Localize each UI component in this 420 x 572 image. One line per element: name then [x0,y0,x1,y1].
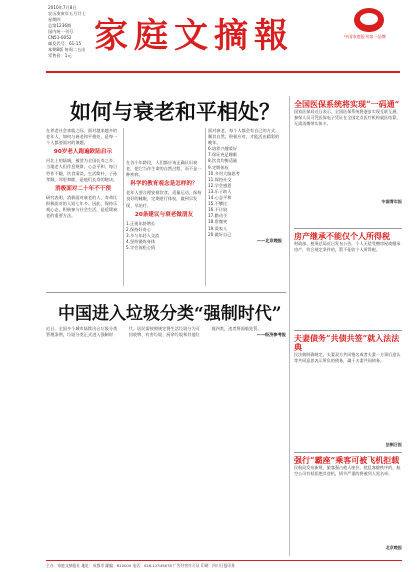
lead-column-3 [208,128,282,288]
lead-paragraph: 面对衰老，每个人都会有自己的方式。顺其自然，积极应对，才能活出精彩的晚年。 [208,128,280,146]
list-item: 7.保证充足睡眠 [208,152,238,158]
sidebar-headline: 房产继承不能仅个人所得税 [294,231,390,241]
list-item: 1.正视年龄增长 [126,220,156,226]
section-divider [294,452,402,453]
lead-paragraph: 研究表明，消极面对衰老的人，寿命比积极面对的人短七年多。因此，保持乐观心态，积极参与社会生活，是延缓衰老的重要方法。 [46,194,118,219]
lead-intro: 在养老社会来临之际，面对越来越多的老年人，如何与衰老和平相处，是每一个人都要面对的课题。 [46,128,118,146]
lead-subhead: 消极面对二十年不干预 [55,185,111,192]
list-item: 12.学会感恩 [208,182,232,188]
article-source: 中国青年报 [381,199,402,204]
sidebar-headline: 全国医保系统将实现“一码通” [294,99,400,109]
sidebar-body: 财政部、税务总局近日发布公告，个人无偿受赠房屋或继承房产，符合规定条件的，暂不征收个人所得税。 [294,241,401,252]
article-paragraph: 近日，全国多个城市陆续出台垃圾分类管理条例，垃圾分类正式进入强制时代。居民需按照规定将生活垃圾分为可回收物、有害垃圾、厨余垃圾和其他垃圾四类，违者将面临处罚。 [46,326,262,338]
list-item: 14.心态平和 [208,195,232,201]
meta-line: 农历庚寅年五月廿七 [48,11,86,16]
meta-line: 邮发代号：61-15 [48,41,82,46]
sidebar-body: 民法典明确规定，夫妻双方共同签名或者夫妻一方事后追认等共同意思表示所负的债务，属于夫妻共同债务。 [294,352,401,363]
section-divider [46,292,286,293]
sidebar-body: 民航局发布新规，旅客强占他人座位、扰乱客舱秩序的，航空公司有权拒绝其登机，情节严重的将被列入黑名单。 [294,465,401,476]
list-item: 16.不计较 [208,207,228,213]
meta-line: 零售价：1元 [48,53,72,58]
list-item: 18.常微笑 [208,219,228,225]
list-item: 17.勤动手 [208,213,228,219]
section-divider [294,330,402,331]
lead-paragraph: 在各个年龄段，人们都应该正确认识衰老，把它当作生命的自然过程，而不是一种疾病。 [126,160,202,178]
lead-paragraph: 老年人要合理安排饮食，适量运动，保持良好的睡眠，定期进行体检，做到早发现、早治疗。 [126,190,202,208]
list-item: 8.饮食均衡适量 [208,158,238,164]
section-divider [294,228,402,229]
list-item: 3.多与年轻人交流 [126,232,160,238]
sidebar-item-marital-debt [294,334,402,448]
list-item: 9.定期体检 [208,164,229,170]
sidebar-headline: 夫妻债务“共债共签”就入法法典 [294,333,400,352]
list-item: 4.坚持锻炼身体 [126,239,156,245]
meta-line: 国内统一刊号 [48,29,74,34]
newspaper-title: 家庭文摘報 [94,16,294,56]
sidebar-body: 国家医保局近日表示，全国医保系统将逐步实现互联互通，参保人员可凭医保电子凭证在全国定点医疗机构就医结算，无需再携带实体卡。 [294,109,401,126]
list-item: 19.爱家人 [208,225,228,231]
list-item: 13.乐于助人 [208,188,232,194]
lead-subhead: 90岁老人跑遍欧陆启示 [53,149,113,156]
article-source: ——北京晚报 [256,237,282,243]
meta-line: 2010年7月8日 [48,5,77,10]
list-item: 20.做好自己 [208,231,232,237]
list-item: 15.不攀比 [208,201,228,207]
lead-paragraph: 河北上的陆城，被誉为全国长寿之乡。当地老人们作息规律，心态平和，每日劳作不辍，饮食清淡，生活简朴，子孙孝顺，邻里和睦，是他们长寿的秘诀。 [46,158,118,182]
second-article-body [46,326,286,554]
meta-line: 总第1236期 [48,23,72,28]
lead-column-1 [46,128,120,288]
column-divider [123,128,124,286]
issue-meta [48,5,88,59]
column-divider [205,128,206,286]
list-item: 6.培养兴趣爱好 [208,146,238,152]
masthead-rule [46,71,400,73]
list-item: 2.保持好奇心 [126,226,151,232]
article-source: ——经济参考报 [256,332,286,338]
seal-icon [354,8,384,32]
page-footer: 主办：家庭文摘报社 地址：成都市 邮编：610000 电话：028-12345678 广告经营许可证 印刷：四川日报印务 [46,560,402,569]
sidebar-divider [289,96,290,556]
emblem-tagline: 中国家庭报刊第一品牌 [344,34,386,39]
sidebar-headline: 强行“霸座”乘客可被飞机拒载 [294,455,400,465]
sidebar-item-property-inheritance [294,232,402,321]
lead-headline: 如何与衰老和平相处？ [70,99,280,124]
sidebar-item-seat-hogging [294,456,402,551]
lead-column-2 [126,160,202,288]
emblem-logo [344,8,396,44]
masthead [0,0,420,76]
meta-line: 本期8版 每周二五出 [48,47,86,52]
meta-line: CN51-0052 [48,35,72,40]
article-source: 北京晚报 [385,545,402,550]
article-source: 法制日报 [385,442,402,447]
list-item: 11.保持社交 [208,176,232,182]
list-item: 10.多用大脑思考 [208,170,240,176]
lead-subhead: 20条建议与衰老做朋友 [134,211,194,218]
sidebar-item-medical-insurance [294,100,402,205]
lead-subhead: 科学的教育观念是怎样的？ [130,181,198,188]
second-headline: 中国进入垃圾分类“强制时代” [58,304,282,324]
list-item: 5.学会放松心情 [126,245,156,251]
meta-line: 星期四 [48,17,61,22]
